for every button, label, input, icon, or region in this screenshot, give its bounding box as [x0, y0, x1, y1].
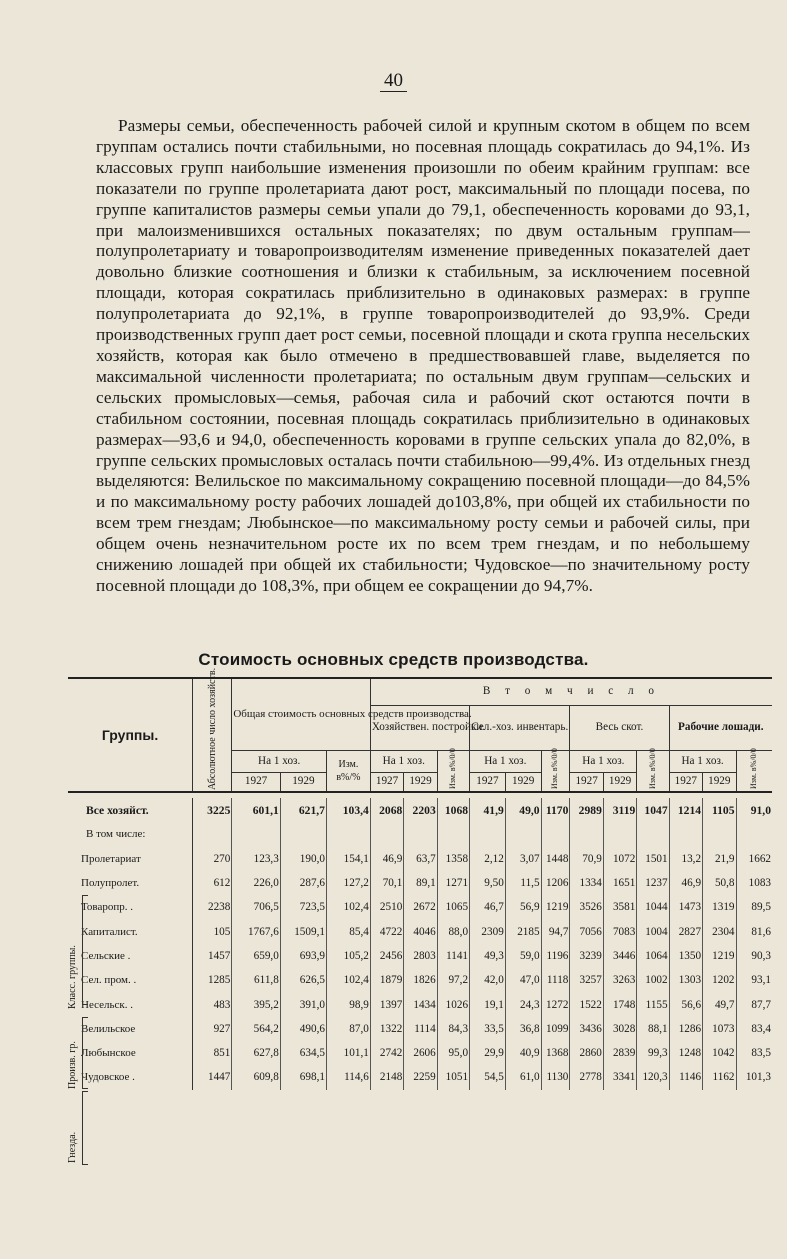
table-row: [68, 992, 772, 1016]
cell-inventory-1929: 49,0: [505, 798, 541, 822]
page-number: 40: [0, 70, 787, 92]
cell-livestock-1927: 3436: [570, 1017, 603, 1041]
header-in-that: В т о м ч и с л о: [370, 678, 772, 705]
cell-buildings-change: 1271: [437, 871, 469, 895]
row-label: Все хозяйст.: [86, 803, 149, 817]
cell-buildings-1927: 2456: [370, 944, 403, 968]
cell-buildings-change: 1141: [437, 944, 469, 968]
cell-inventory-1927: 33,5: [470, 1017, 506, 1041]
header-year-1927: 1927: [470, 772, 506, 792]
table-row: [68, 1017, 772, 1041]
cell-total-change: 87,0: [326, 1017, 370, 1041]
cell-buildings-change: 97,2: [437, 968, 469, 992]
header-change: Изм. в%/0/0: [736, 750, 772, 792]
header-year-1929: 1929: [505, 772, 541, 792]
cell-buildings-1927: 2742: [370, 1041, 403, 1065]
cell-horses-1929: 1105: [703, 798, 736, 822]
cell-inventory-1929: 40,9: [505, 1041, 541, 1065]
cell-horses-1927: 1350: [669, 944, 702, 968]
cell-livestock-change: 1501: [637, 847, 669, 871]
row-label: Товаропр. .: [81, 901, 133, 914]
cell-total-1927: 123,3: [232, 847, 280, 871]
header-abs: Абсолютное число хозяйств.: [193, 678, 232, 792]
cell-livestock-1929: 7083: [603, 919, 636, 943]
cell-inventory-1929: 24,3: [505, 992, 541, 1016]
cell-buildings-1927: 2148: [370, 1065, 403, 1089]
cell-buildings-1927: 70,1: [370, 871, 403, 895]
cell-horses-1929: 50,8: [703, 871, 736, 895]
cell-total-1927: 395,2: [232, 992, 280, 1016]
cell-total-1929: 190,0: [280, 847, 326, 871]
table-row: [68, 1041, 772, 1065]
cell-horses-1927: 1214: [669, 798, 702, 822]
data-table-container: [66, 667, 772, 1163]
cell-livestock-change: 1047: [637, 798, 669, 822]
cell-abs: 1285: [193, 968, 232, 992]
cell-buildings-1927: 2068: [370, 798, 403, 822]
cell-inventory-1929: 61,0: [505, 1065, 541, 1089]
cell-horses-change: 91,0: [736, 798, 772, 822]
cell-horses-1929: 1162: [703, 1065, 736, 1089]
cell-inventory-1927: 9,50: [470, 871, 506, 895]
header-per-hh: На 1 хоз.: [370, 750, 437, 772]
cell-total-1927: 609,8: [232, 1065, 280, 1089]
header-per-hh: На 1 хоз.: [470, 750, 542, 772]
header-year-1929: 1929: [404, 772, 437, 792]
cell-horses-1927: 1286: [669, 1017, 702, 1041]
cell-buildings-1929: 63,7: [404, 847, 437, 871]
cell-inventory-change: 1196: [541, 944, 570, 968]
cell-livestock-1929: 3581: [603, 895, 636, 919]
header-horses: Рабочие лошади.: [669, 705, 772, 750]
cell-buildings-1929: 1826: [404, 968, 437, 992]
cell-livestock-1927: 2778: [570, 1065, 603, 1089]
cell-total-1927: 706,5: [232, 895, 280, 919]
row-label: Пролетариат: [81, 852, 141, 865]
cell-total-1927: 564,2: [232, 1017, 280, 1041]
cell-horses-change: 83,4: [736, 1017, 772, 1041]
table-row: [68, 871, 772, 895]
cell-total-change: 98,9: [326, 992, 370, 1016]
body-paragraph: [96, 116, 750, 597]
cell-livestock-change: 99,3: [637, 1041, 669, 1065]
brace-nest: [82, 1091, 88, 1165]
row-label: Сел. пром. .: [81, 974, 137, 987]
cell-horses-1927: 1248: [669, 1041, 702, 1065]
cell-livestock-change: 1004: [637, 919, 669, 943]
cell-total-change: 105,2: [326, 944, 370, 968]
header-year-1927: 1927: [570, 772, 603, 792]
brace-prod: [82, 1017, 88, 1089]
cell-horses-change: 83,5: [736, 1041, 772, 1065]
table-row: [68, 968, 772, 992]
cell-buildings-1927: 1322: [370, 1017, 403, 1041]
table-row: [68, 919, 772, 943]
cell-total-change: 154,1: [326, 847, 370, 871]
prod-groups-label: Произв. гр.: [66, 1041, 78, 1089]
cell-inventory-1927: 42,0: [470, 968, 506, 992]
cell-horses-1929: 1073: [703, 1017, 736, 1041]
cell-inventory-1927: 41,9: [470, 798, 506, 822]
nests-label: Гнезда.: [66, 1131, 78, 1163]
cell-buildings-1927: 1397: [370, 992, 403, 1016]
cell-inventory-1929: 2185: [505, 919, 541, 943]
header-change: Изм. в%/0/0: [437, 750, 469, 792]
cell-livestock-1927: 2989: [570, 798, 603, 822]
cell-total-1929: 391,0: [280, 992, 326, 1016]
cell-livestock-change: 88,1: [637, 1017, 669, 1041]
header-year-1929: 1929: [703, 772, 736, 792]
header-groups: Группы.: [68, 678, 193, 792]
cell-inventory-change: 1206: [541, 871, 570, 895]
cell-buildings-1929: 2203: [404, 798, 437, 822]
cell-livestock-change: 1155: [637, 992, 669, 1016]
cell-livestock-1929: 1748: [603, 992, 636, 1016]
cell-buildings-1927: 1879: [370, 968, 403, 992]
cell-abs: 851: [193, 1041, 232, 1065]
cell-total-1929: 723,5: [280, 895, 326, 919]
header-year-1927: 1927: [370, 772, 403, 792]
cell-buildings-1927: 2510: [370, 895, 403, 919]
cell-horses-change: 1083: [736, 871, 772, 895]
header-year-1927: 1927: [669, 772, 702, 792]
row-label: Несельск. .: [81, 998, 133, 1011]
cell-abs: 3225: [193, 798, 232, 822]
table-row: [68, 895, 772, 919]
cell-total-change: 101,1: [326, 1041, 370, 1065]
table-body: [68, 798, 772, 1090]
cell-inventory-1929: 59,0: [505, 944, 541, 968]
cell-livestock-1927: 3526: [570, 895, 603, 919]
cell-livestock-1927: 7056: [570, 919, 603, 943]
cell-horses-1927: 56,6: [669, 992, 702, 1016]
cell-livestock-1929: 1651: [603, 871, 636, 895]
cell-horses-change: 87,7: [736, 992, 772, 1016]
row-label: Велильское: [81, 1022, 136, 1035]
cell-livestock-1929: 2839: [603, 1041, 636, 1065]
cell-buildings-1929: 2606: [404, 1041, 437, 1065]
section-row: [68, 822, 772, 846]
header-per-hh: На 1 хоз.: [669, 750, 736, 772]
cell-livestock-change: 1044: [637, 895, 669, 919]
cell-total-1927: 1767,6: [232, 919, 280, 943]
cell-total-change: 85,4: [326, 919, 370, 943]
cell-inventory-change: 1170: [541, 798, 570, 822]
cell-inventory-change: 1368: [541, 1041, 570, 1065]
header-total: Общая стоимость основных средств производства.: [232, 678, 370, 750]
cell-inventory-change: 1272: [541, 992, 570, 1016]
cell-livestock-1927: 1522: [570, 992, 603, 1016]
cell-total-1927: 611,8: [232, 968, 280, 992]
cell-abs: 2238: [193, 895, 232, 919]
cell-total-1929: 490,6: [280, 1017, 326, 1041]
header-year-1929: 1929: [280, 772, 326, 792]
brace-class: [82, 895, 88, 1005]
cell-total-1927: 659,0: [232, 944, 280, 968]
cell-buildings-change: 1051: [437, 1065, 469, 1089]
cell-inventory-1927: 54,5: [470, 1065, 506, 1089]
cell-livestock-change: 1064: [637, 944, 669, 968]
cell-inventory-change: 1118: [541, 968, 570, 992]
cell-total-1929: 1509,1: [280, 919, 326, 943]
cell-total-1929: 698,1: [280, 1065, 326, 1089]
cell-buildings-change: 1068: [437, 798, 469, 822]
row-label: Любынское: [81, 1047, 136, 1060]
table-row: [68, 847, 772, 871]
cell-buildings-change: 1065: [437, 895, 469, 919]
cell-inventory-change: 1130: [541, 1065, 570, 1089]
cell-horses-change: 81,6: [736, 919, 772, 943]
cell-livestock-1929: 3119: [603, 798, 636, 822]
cell-livestock-1927: 70,9: [570, 847, 603, 871]
cell-total-change: 127,2: [326, 871, 370, 895]
cell-buildings-change: 95,0: [437, 1041, 469, 1065]
header-change: Изм. в%/%: [326, 750, 370, 792]
row-label: Капиталист.: [81, 925, 138, 938]
cell-horses-1929: 1319: [703, 895, 736, 919]
cell-livestock-1927: 1334: [570, 871, 603, 895]
header-year-1929: 1929: [603, 772, 636, 792]
class-groups-label: Класс. группы.: [66, 945, 78, 1009]
cell-buildings-1929: 2259: [404, 1065, 437, 1089]
cell-total-1929: 634,5: [280, 1041, 326, 1065]
cell-livestock-1929: 3341: [603, 1065, 636, 1089]
cell-total-1929: 621,7: [280, 798, 326, 822]
cell-abs: 105: [193, 919, 232, 943]
cell-total-change: 102,4: [326, 895, 370, 919]
header-per-hh: На 1 хоз.: [232, 750, 327, 772]
cell-buildings-1929: 1114: [404, 1017, 437, 1041]
row-label: Полупролет.: [81, 877, 140, 890]
cell-livestock-1929: 3028: [603, 1017, 636, 1041]
cell-total-1929: 693,9: [280, 944, 326, 968]
data-table: [68, 667, 772, 1090]
cell-livestock-1929: 3263: [603, 968, 636, 992]
cell-inventory-change: 1099: [541, 1017, 570, 1041]
cell-inventory-1929: 47,0: [505, 968, 541, 992]
paragraph-text: Размеры семьи, обеспеченность рабочей силой и крупным скотом в общем по всем группам остались почти стабильными, но посевная площадь сократилась до 94,1%. Из классовых групп наибольшие изменения произошли по обеим крайним группам: все показатели по группе пролетариата дают рост, максимальный по площади посева, по группе капиталистов размеры семьи упали до 79,1, обеспеченность коровами до 93,1, при малоизменившихся остальных показателях; по двум остальным группам—полупролетариату и товаропроизводителям изменение приведенных показателей дает довольно близкие соотношения и близки к стабильным, за исключением посевной площади, которая сократилась приблизительно в одинаковых размерах: в группе полупролетариата до 92,1%, в группе товаропроизводителей до 93,9%. Среди производственных групп дает рост семьи, посевной площади и скота группа несельских хозяйств, которая как было отмечено в предшествовавшей главе, выделяется по максимальной численности пролетариата; по остальным двум группам—сельских и сельских промысловых—семья, рабочая сила и рабочий скот остаются почти в стабильном состоянии, посевная площадь сократилась приблизительно в одинаковых размерах—93,6 и 94,0, обеспеченность коровами в группе сельских упала до 82,0%, в группе сельских промысловых осталась почти стабильною—99,4%. Из отдельных гнезд выделяются: Велильское по максимальному сокращению посевной площади—до 84,5% и по максимальному росту рабочих лошадей до103,8%, при общей их стабильности по всем трем гнездам; Любынское—по максимальному росту семьи и рабочей силы, при общем очень незначительном росте их по всем трем гнездам, и по небольшему снижению лошадей при общей их стабильности; Чудовское—по значительному росту посевной площади до 108,3%, при общем ее сокращении до 94,7%.: [96, 116, 750, 595]
cell-total-1929: 287,6: [280, 871, 326, 895]
row-label: Чудовское .: [81, 1071, 135, 1084]
cell-total-1927: 627,8: [232, 1041, 280, 1065]
table-row: [68, 1065, 772, 1089]
cell-buildings-change: 1026: [437, 992, 469, 1016]
cell-inventory-change: 1448: [541, 847, 570, 871]
cell-total-change: 103,4: [326, 798, 370, 822]
cell-abs: 270: [193, 847, 232, 871]
cell-inventory-change: 94,7: [541, 919, 570, 943]
cell-inventory-1929: 3,07: [505, 847, 541, 871]
cell-horses-change: 1662: [736, 847, 772, 871]
cell-buildings-1929: 1434: [404, 992, 437, 1016]
cell-buildings-1929: 2803: [404, 944, 437, 968]
cell-livestock-change: 1237: [637, 871, 669, 895]
cell-inventory-1927: 2,12: [470, 847, 506, 871]
cell-livestock-change: 1002: [637, 968, 669, 992]
cell-horses-1927: 46,9: [669, 871, 702, 895]
header-year-1927: 1927: [232, 772, 280, 792]
cell-horses-1929: 1219: [703, 944, 736, 968]
cell-abs: 1447: [193, 1065, 232, 1089]
section-label-in-total: В том числе:: [86, 828, 146, 841]
cell-horses-1929: 21,9: [703, 847, 736, 871]
cell-livestock-1927: 2860: [570, 1041, 603, 1065]
cell-inventory-1927: 19,1: [470, 992, 506, 1016]
cell-livestock-change: 120,3: [637, 1065, 669, 1089]
cell-horses-1929: 49,7: [703, 992, 736, 1016]
table-row: [68, 944, 772, 968]
header-buildings: Хозяйствен. постройки.: [370, 705, 469, 750]
cell-inventory-1929: 36,8: [505, 1017, 541, 1041]
header-inventory: Сел.-хоз. инвентарь.: [470, 705, 570, 750]
cell-horses-1929: 2304: [703, 919, 736, 943]
cell-horses-change: 89,5: [736, 895, 772, 919]
table-row: [68, 798, 772, 822]
cell-buildings-1927: 4722: [370, 919, 403, 943]
cell-inventory-1927: 49,3: [470, 944, 506, 968]
cell-horses-change: 93,1: [736, 968, 772, 992]
header-change: Изм. в%/0/0: [637, 750, 669, 792]
cell-inventory-1929: 56,9: [505, 895, 541, 919]
cell-inventory-1927: 2309: [470, 919, 506, 943]
cell-livestock-1929: 1072: [603, 847, 636, 871]
cell-abs: 927: [193, 1017, 232, 1041]
cell-inventory-1927: 29,9: [470, 1041, 506, 1065]
row-label: Сельские .: [81, 949, 131, 962]
cell-buildings-change: 84,3: [437, 1017, 469, 1041]
cell-horses-change: 101,3: [736, 1065, 772, 1089]
header-per-hh: На 1 хоз.: [570, 750, 637, 772]
header-change: Изм. в%/0/0: [541, 750, 570, 792]
cell-livestock-1927: 3257: [570, 968, 603, 992]
cell-total-change: 102,4: [326, 968, 370, 992]
cell-abs: 483: [193, 992, 232, 1016]
table-title: Стоимость основных средств производства.: [198, 650, 589, 669]
cell-horses-1927: 2827: [669, 919, 702, 943]
cell-total-1927: 226,0: [232, 871, 280, 895]
cell-buildings-change: 1358: [437, 847, 469, 871]
cell-horses-1929: 1202: [703, 968, 736, 992]
cell-horses-1929: 1042: [703, 1041, 736, 1065]
cell-abs: 1457: [193, 944, 232, 968]
cell-buildings-1929: 4046: [404, 919, 437, 943]
cell-buildings-change: 88,0: [437, 919, 469, 943]
cell-horses-1927: 1303: [669, 968, 702, 992]
cell-total-change: 114,6: [326, 1065, 370, 1089]
cell-buildings-1927: 46,9: [370, 847, 403, 871]
cell-abs: 612: [193, 871, 232, 895]
cell-buildings-1929: 89,1: [404, 871, 437, 895]
cell-horses-1927: 1146: [669, 1065, 702, 1089]
cell-horses-1927: 1473: [669, 895, 702, 919]
cell-inventory-1929: 11,5: [505, 871, 541, 895]
cell-total-1929: 626,5: [280, 968, 326, 992]
cell-livestock-1929: 3446: [603, 944, 636, 968]
cell-horses-change: 90,3: [736, 944, 772, 968]
cell-total-1927: 601,1: [232, 798, 280, 822]
header-livestock: Весь скот.: [570, 705, 669, 750]
cell-inventory-change: 1219: [541, 895, 570, 919]
cell-buildings-1929: 2672: [404, 895, 437, 919]
cell-inventory-1927: 46,7: [470, 895, 506, 919]
cell-livestock-1927: 3239: [570, 944, 603, 968]
cell-horses-1927: 13,2: [669, 847, 702, 871]
